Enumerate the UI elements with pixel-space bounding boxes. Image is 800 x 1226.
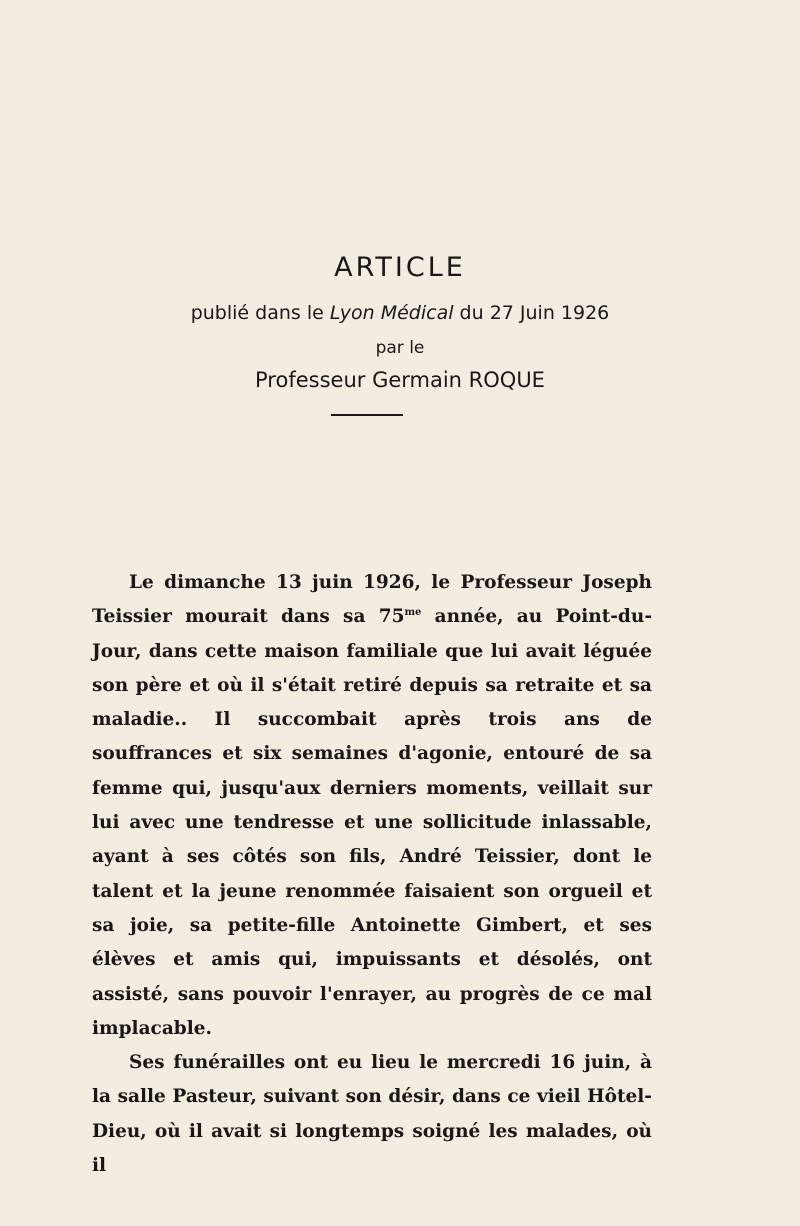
- paragraph-1: [92, 566, 652, 1046]
- ordinal-suffix: me: [404, 607, 422, 619]
- paragraph-2: Ses funérailles ont eu lieu le mercredi 16 juin, à la salle Pasteur, suivant son désir, dans ce vieil Hôtel-Dieu, où il avait si longtemps soigné les malades, où il: [92, 1052, 652, 1177]
- publication-line: [0, 302, 800, 324]
- publication-date: du 27 Juin 1926: [453, 302, 610, 324]
- by-line: par le: [375, 338, 425, 358]
- author-name: Professeur Germain ROQUE: [255, 368, 545, 392]
- separator-rule: [331, 414, 403, 416]
- article-title: ARTICLE: [334, 252, 466, 283]
- article-body: [92, 566, 652, 1183]
- paragraph-1-start: Le dimanche 13 juin 1926, le Professeur Joseph Teissier mourait dans sa 75: [92, 572, 652, 628]
- publication-prefix: publié dans le: [190, 302, 330, 324]
- paragraph-1-rest: année, au Point-du-Jour, dans cette maison familiale que lui avait léguée son père et où il s'était retiré depuis sa retraite et sa maladie.. Il succombait après trois ans de souffrances et six semaines d'agonie, entouré de sa femme qui, jusqu'aux derniers moments, veillait sur lui avec une tendresse et une sollicitude inlassable, ayant à ses côtés son fils, André Teissier, dont le talent et la jeune renommée faisaient son orgueil et sa joie, sa petite-fille Antoinette Gimbert, et ses élèves et amis qui, impuissants et désolés, ont assisté, sans pouvoir l'enrayer, au progrès de ce mal implacable.: [92, 606, 652, 1039]
- journal-name: Lyon Médical: [329, 302, 454, 324]
